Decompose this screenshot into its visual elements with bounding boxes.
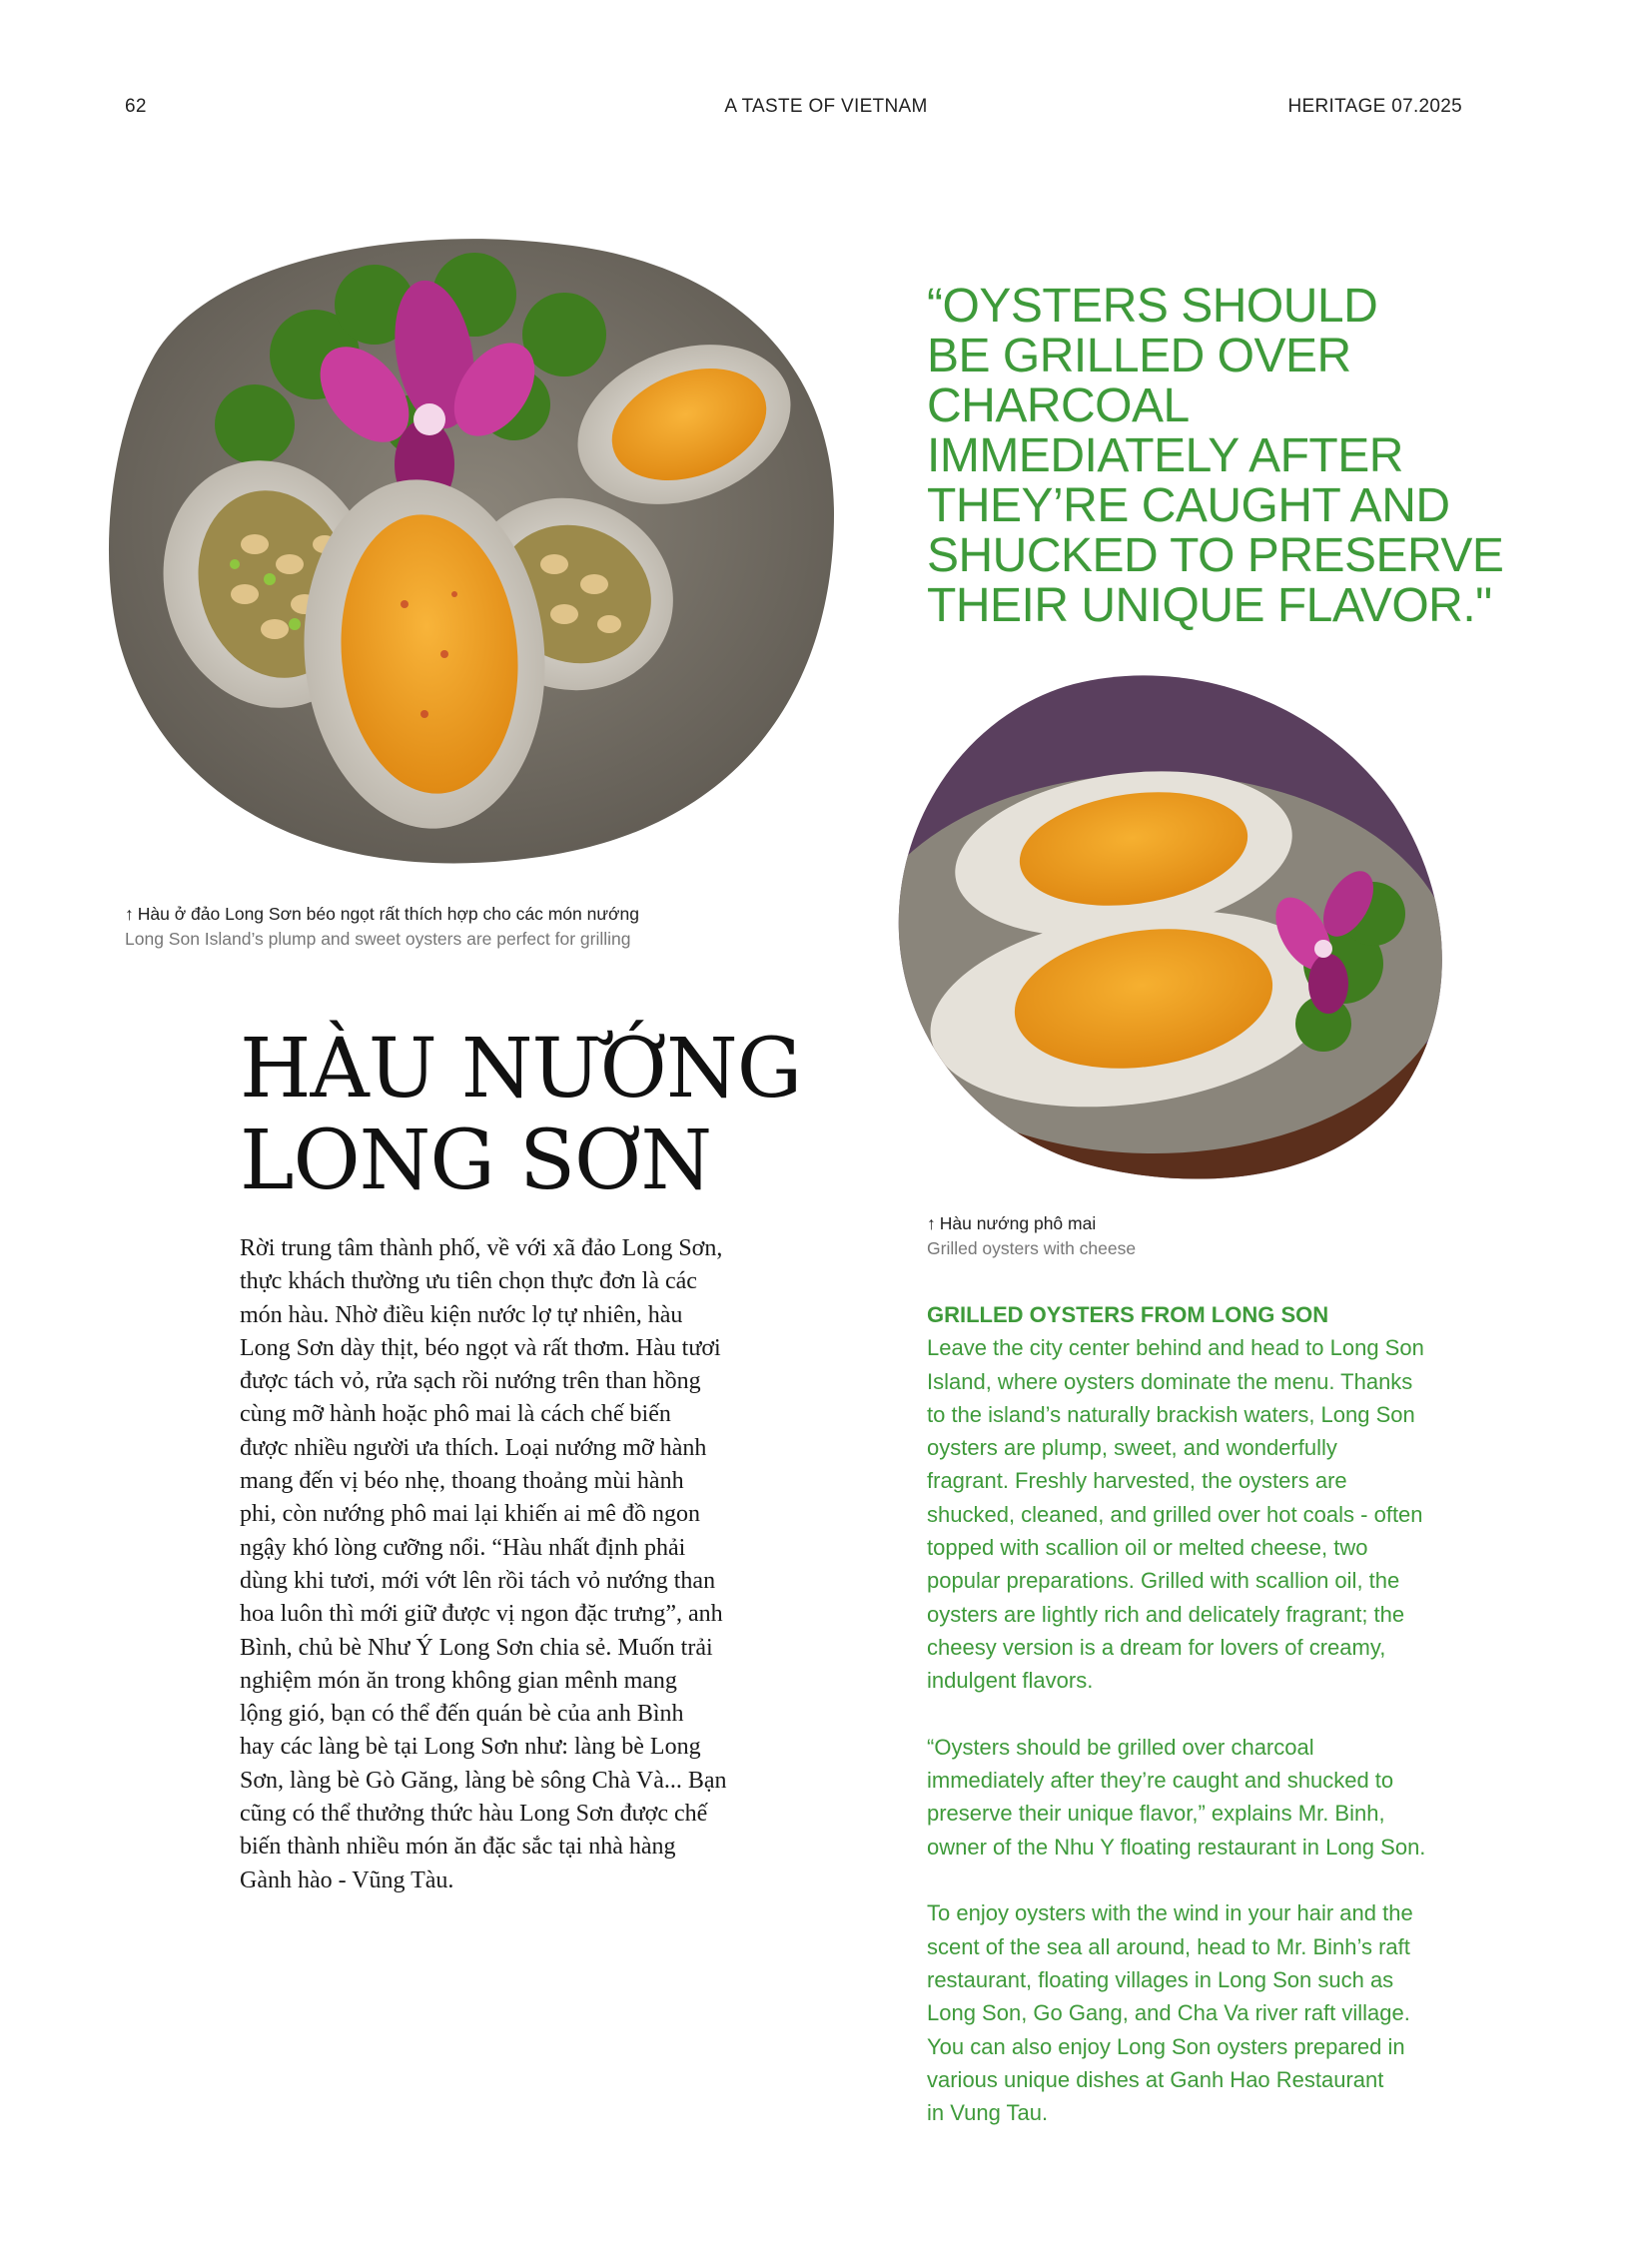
body-line: scent of the sea all around, head to Mr. Binh’s raft — [927, 1933, 1410, 1959]
article-title — [240, 1024, 801, 1207]
body-line: mang đến vị béo nhẹ, thoang thoảng mùi hành — [240, 1468, 684, 1495]
pull-quote-line: “OYSTERS SHOULD — [927, 280, 1378, 333]
body-line: ngậy khó lòng cưỡng nổi. “Hàu nhất định phải — [240, 1534, 686, 1561]
body-line: cùng mỡ hành hoặc phô mai là cách chế biến — [240, 1401, 671, 1428]
issue-label: HERITAGE 07.2025 — [1287, 96, 1462, 117]
body-line: phi, còn nướng phô mai lại khiến ai mê đồ ngon — [240, 1501, 700, 1528]
pull-quote-line: BE GRILLED OVER — [927, 330, 1351, 382]
english-body — [927, 1298, 1486, 2129]
title-line: LONG SƠN — [240, 1114, 712, 1208]
body-line: immediately after they’re caught and shucked to — [927, 1768, 1394, 1794]
body-line: Rời trung tâm thành phố, về với xã đảo Long Sơn, — [240, 1235, 723, 1261]
cheese-oyster-photo — [894, 664, 1453, 1193]
body-line: Island, where oysters dominate the menu. Thanks — [927, 1368, 1413, 1394]
oyster-plate-photo — [95, 185, 854, 874]
body-line: Leave the city center behind and head to Long Son — [927, 1335, 1424, 1361]
title-line: HÀU NƯỚNG — [240, 1022, 802, 1117]
body-line: món hàu. Nhờ điều kiện nước lợ tự nhiên, hàu — [240, 1301, 683, 1328]
body-line: Bình, chủ bè Như Ý Long Sơn chia sẻ. Muốn trải — [240, 1634, 713, 1661]
page-number: 62 — [125, 96, 147, 117]
body-line: được tách vỏ, rửa sạch rồi nướng trên than hồng — [240, 1368, 701, 1395]
body-line: Long Son, Go Gang, and Cha Va river raft village. — [927, 2000, 1410, 2026]
section-title: A TASTE OF VIETNAM — [724, 96, 928, 117]
body-line: topped with scallion oil or melted cheese, two — [927, 1535, 1368, 1561]
body-line: You can also enjoy Long Son oysters prepared in — [927, 2033, 1405, 2059]
body-line: To enjoy oysters with the wind in your hair and the — [927, 1900, 1413, 1926]
caption-vi: Hàu ở đảo Long Sơn béo ngọt rất thích hợp cho các món nướng — [137, 904, 639, 924]
vietnamese-body — [240, 1232, 799, 1897]
body-line: biến thành nhiều món ăn đặc sắc tại nhà hàng — [240, 1834, 676, 1861]
pull-quote-line: THEIR UNIQUE FLAVOR." — [927, 579, 1492, 632]
body-line: dùng khi tươi, mới vớt lên rồi tách vỏ nướng than — [240, 1567, 716, 1594]
body-line: lộng gió, bạn có thể đến quán bè của anh Bình — [240, 1701, 684, 1728]
pull-quote — [927, 280, 1504, 632]
body-line: in Vung Tau. — [927, 2100, 1049, 2126]
arrow-up-icon: ↑ — [927, 1213, 936, 1233]
pull-quote-line: SHUCKED TO PRESERVE — [927, 529, 1504, 582]
pull-quote-line: IMMEDIATELY AFTER — [927, 429, 1403, 482]
caption-cheese — [927, 1211, 1136, 1261]
section-heading: GRILLED OYSTERS FROM LONG SON — [927, 1302, 1329, 1327]
body-line: to the island’s naturally brackish waters, Long Son — [927, 1401, 1415, 1427]
caption-en: Grilled oysters with cheese — [927, 1238, 1137, 1258]
body-line: oysters are lightly rich and delicately fragrant; the — [927, 1601, 1405, 1627]
paragraph-gap — [927, 1698, 1486, 1731]
pull-quote-line: CHARCOAL — [927, 379, 1190, 432]
body-line: cheesy version is a dream for lovers of creamy, — [927, 1634, 1386, 1660]
arrow-up-icon: ↑ — [125, 904, 134, 924]
body-line: thực khách thường ưu tiên chọn thực đơn là các — [240, 1268, 697, 1295]
body-line: nghiệm món ăn trong không gian mênh mang — [240, 1667, 677, 1694]
body-line: preserve their unique flavor,” explains Mr. Binh, — [927, 1801, 1385, 1827]
caption-plate — [125, 902, 639, 952]
body-line: cũng có thể thưởng thức hàu Long Sơn được chế — [240, 1801, 708, 1828]
body-line: indulgent flavors. — [927, 1668, 1094, 1694]
body-line: oysters are plump, sweet, and wonderfully — [927, 1435, 1337, 1461]
body-line: Sơn, làng bè Gò Găng, làng bè sông Chà Và... Bạn — [240, 1767, 727, 1794]
caption-vi: Hàu nướng phô mai — [939, 1213, 1097, 1233]
body-line: “Oysters should be grilled over charcoal — [927, 1734, 1314, 1760]
body-line: được nhiều người ưa thích. Loại nướng mỡ hành — [240, 1434, 707, 1461]
body-line: Long Sơn dày thịt, béo ngọt và rất thơm. Hàu tươi — [240, 1334, 721, 1361]
body-line: owner of the Nhu Y floating restaurant in Long Son. — [927, 1834, 1426, 1860]
body-line: popular preparations. Grilled with scallion oil, the — [927, 1568, 1400, 1594]
paragraph-gap — [927, 1864, 1486, 1896]
pull-quote-line: THEY’RE CAUGHT AND — [927, 479, 1450, 532]
body-line: Gành hào - Vũng Tàu. — [240, 1867, 454, 1893]
body-line: restaurant, floating villages in Long Son such as — [927, 1966, 1394, 1992]
body-line: hay các làng bè tại Long Sơn như: làng bè Long — [240, 1734, 701, 1761]
body-line: shucked, cleaned, and grilled over hot coals - often — [927, 1501, 1423, 1527]
body-line: fragrant. Freshly harvested, the oysters are — [927, 1468, 1347, 1494]
body-line: hoa luôn thì mới giữ được vị ngon đặc trưng”, anh — [240, 1601, 723, 1628]
body-line: various unique dishes at Ganh Hao Restaurant — [927, 2066, 1384, 2092]
caption-en: Long Son Island’s plump and sweet oysters are perfect for grilling — [125, 929, 631, 949]
